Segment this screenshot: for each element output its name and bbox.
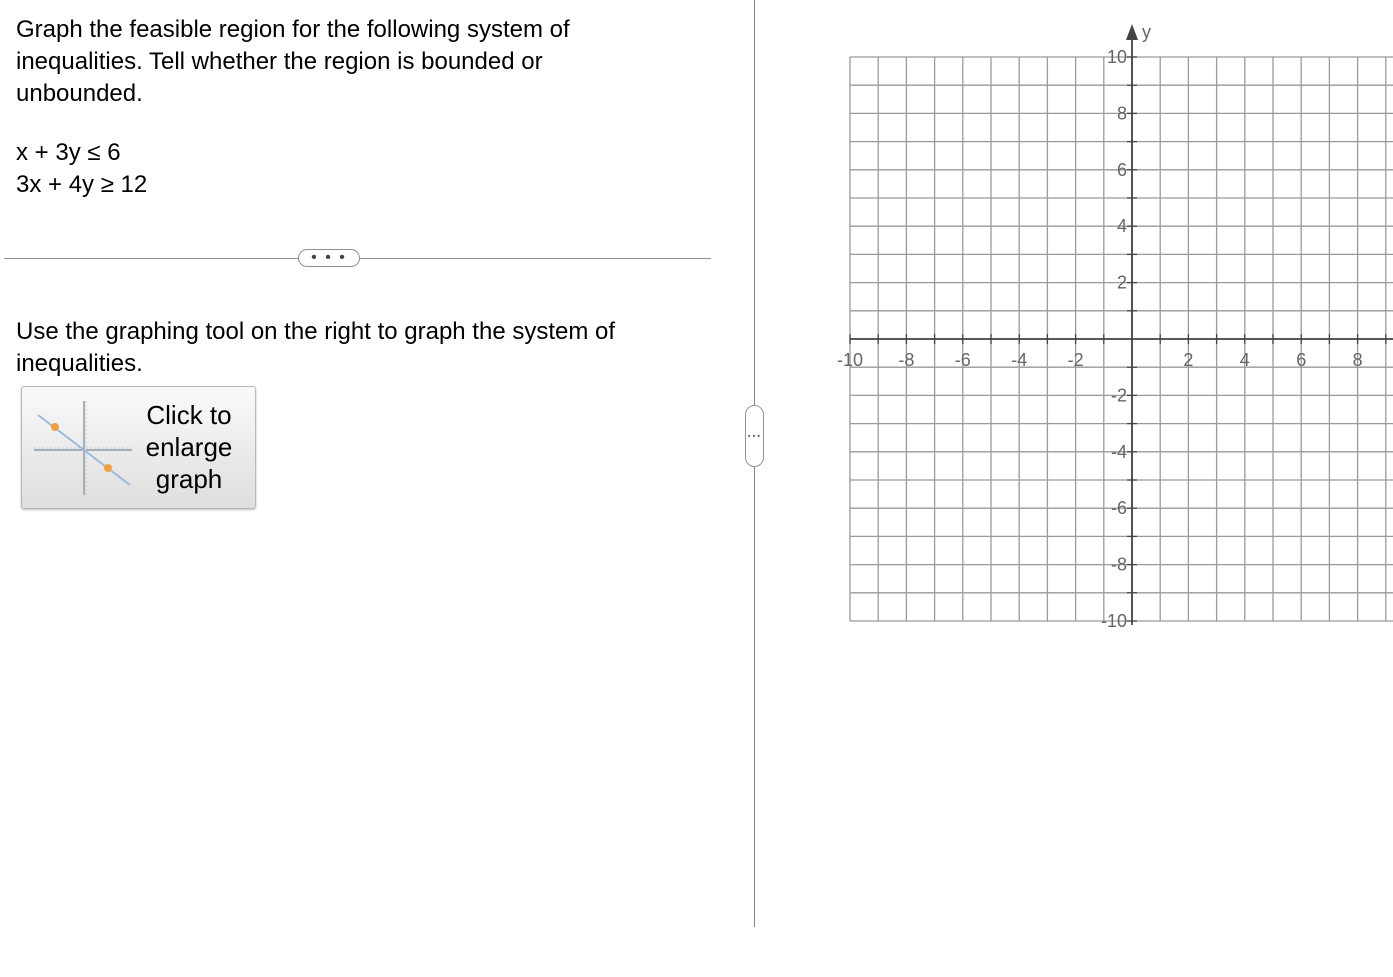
y-axis-label: y <box>1142 22 1151 42</box>
x-tick-label: 4 <box>1239 350 1250 370</box>
x-tick-label: -8 <box>898 350 915 370</box>
y-tick-label: -2 <box>1110 385 1127 406</box>
y-tick-label: -6 <box>1110 498 1127 519</box>
y-tick-label: 4 <box>1116 216 1127 237</box>
x-tick-label: 2 <box>1183 350 1194 370</box>
x-tick-label: -2 <box>1067 350 1084 370</box>
question-prompt: Graph the feasible region for the following system of inequalities. Tell whether the region is bounded or unbounded. <box>16 16 570 107</box>
inequality-1: x + 3y ≤ 6 <box>16 139 121 166</box>
instruction-text: Use the graphing tool on the right to graph the system of inequalities. <box>16 318 616 377</box>
y-tick-label: -10 <box>1100 611 1127 631</box>
inequality-2: 3x + 4y ≥ 12 <box>16 171 148 198</box>
x-tick-label: -4 <box>1011 350 1028 370</box>
splitter-handle[interactable]: ⋮ <box>745 405 764 467</box>
y-axis-arrow <box>1126 24 1138 40</box>
y-tick-label: -8 <box>1110 554 1127 575</box>
y-tick-label: 6 <box>1116 159 1127 180</box>
inequality-system <box>16 137 147 201</box>
enlarge-graph-label: Click to enlarge graph <box>145 400 233 494</box>
x-tick-label: 6 <box>1296 350 1307 370</box>
enlarge-graph-button[interactable] <box>21 386 256 509</box>
x-tick-label: -6 <box>954 350 971 370</box>
coordinate-grid[interactable] <box>820 0 1393 650</box>
y-tick-label: 10 <box>1106 47 1127 67</box>
y-tick-label: -4 <box>1110 441 1127 462</box>
x-tick-label: 8 <box>1352 350 1363 370</box>
x-tick-label: -10 <box>836 350 864 370</box>
y-tick-label: 8 <box>1116 103 1127 124</box>
show-more-button[interactable]: • • • <box>298 249 360 267</box>
y-tick-label: 2 <box>1116 272 1127 293</box>
graph-thumbnail-icon <box>32 397 137 497</box>
